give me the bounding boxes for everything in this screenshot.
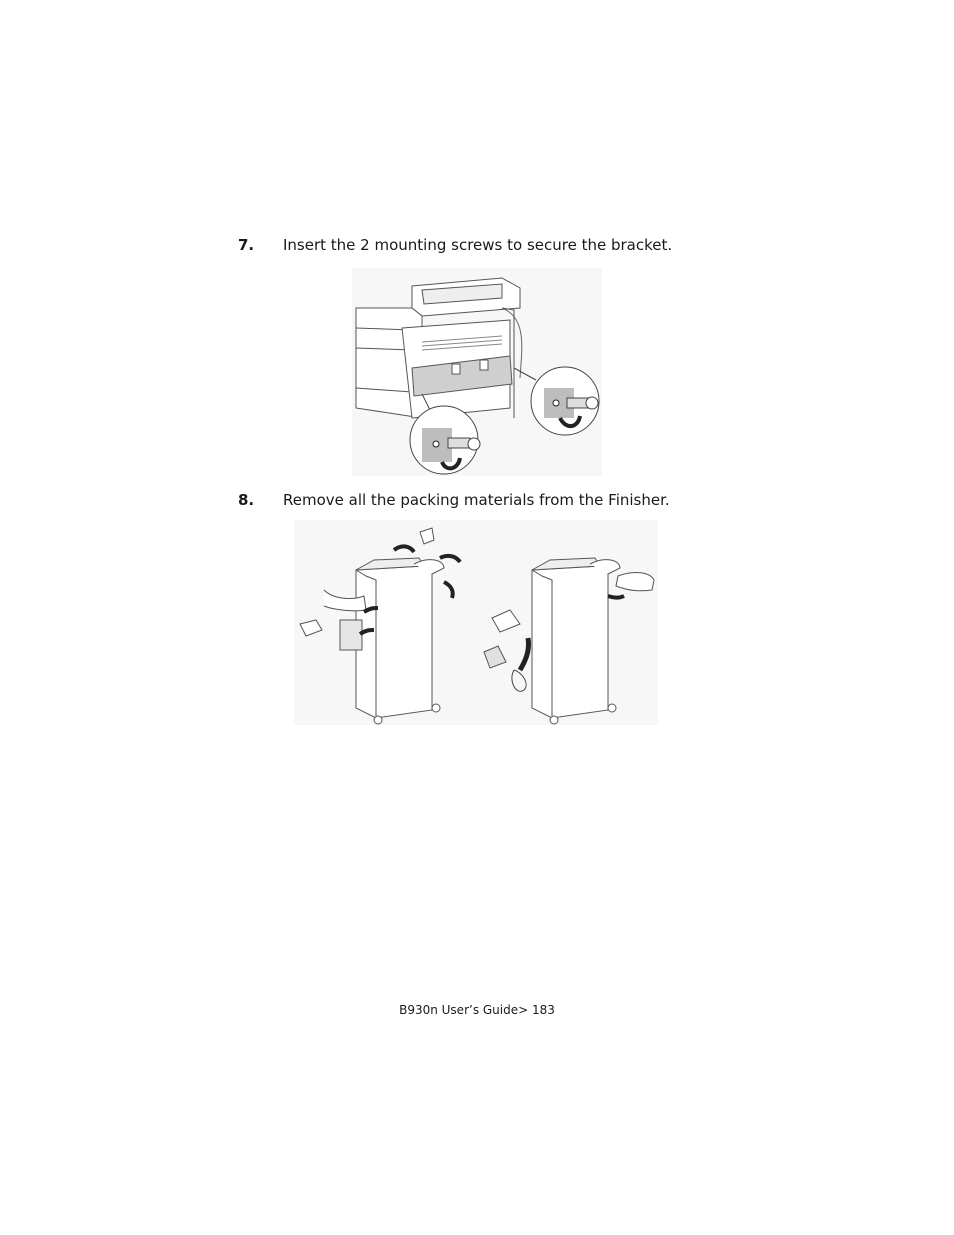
step-7-text: Insert the 2 mounting screws to secure the bracket. <box>283 236 673 254</box>
step-7-number: 7. <box>238 236 255 254</box>
step-8-text: Remove all the packing materials from the Finisher. <box>283 491 670 509</box>
step-8-number: 8. <box>238 491 255 509</box>
finisher-packing-illustration <box>294 520 658 725</box>
page-footer: B930n User’s Guide> 183 <box>399 1003 555 1017</box>
mounting-screws-illustration <box>352 268 602 476</box>
